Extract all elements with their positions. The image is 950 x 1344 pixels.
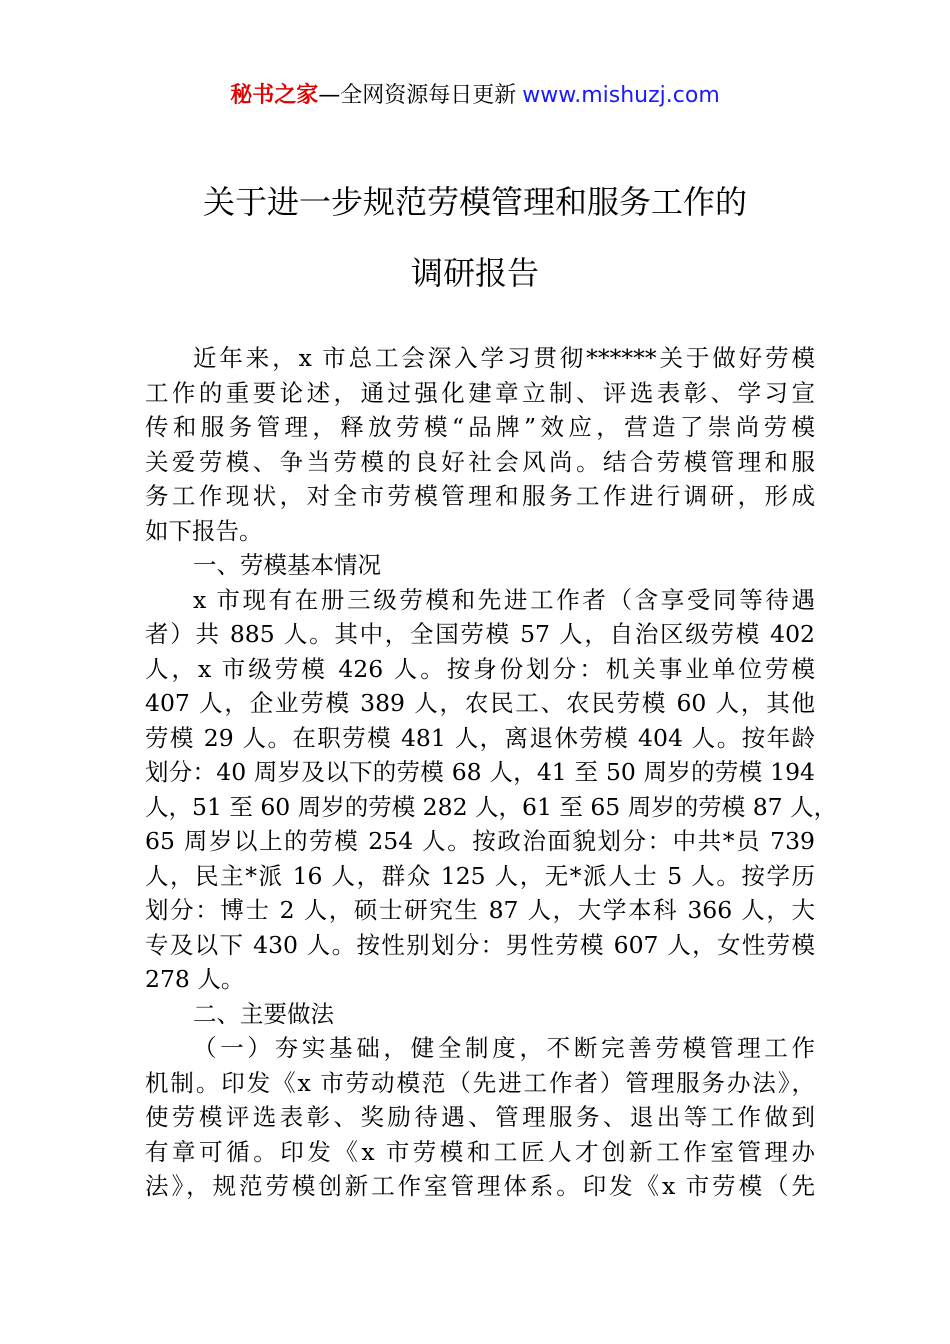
- body-line: 近年来，x 市总工会深入学习贯彻******关于做好劳模: [193, 344, 815, 372]
- site-url[interactable]: www.mishuzj.com: [522, 83, 720, 108]
- body-line: 者）共 885 人。其中，全国劳模 57 人，自治区级劳模 402: [145, 620, 815, 648]
- body-line: 关爱劳模、争当劳模的良好社会风尚。结合劳模管理和服: [145, 447, 815, 476]
- body-line: 划分：博士 2 人，硕士研究生 87 人，大学本科 366 人，大: [145, 896, 815, 924]
- body-line: 传和服务管理，释放劳模“品牌”效应，营造了崇尚劳模: [145, 413, 815, 441]
- subsection-heading: （一）夯实基础，健全制度，不断完善劳模管理工作: [193, 1034, 815, 1062]
- document-title-line-1: 关于进一步规范劳模管理和服务工作的: [202, 183, 747, 221]
- body-line: 专及以下 430 人。按性别划分：男性劳模 607 人，女性劳模: [145, 930, 815, 959]
- body-line: 使劳模评选表彰、奖励待遇、管理服务、退出等工作做到: [145, 1103, 815, 1131]
- body-line: 如下报告。: [145, 516, 263, 545]
- body-line: 278 人。: [145, 965, 245, 993]
- section-heading: 二、主要做法: [193, 999, 334, 1028]
- body-line: 劳模 29 人。在职劳模 481 人，离退休劳模 404 人。按年龄: [145, 723, 815, 752]
- body-line: 划分：40 周岁及以下的劳模 68 人，41 至 50 周岁的劳模 194: [145, 758, 815, 786]
- body-line: 有章可循。印发《x 市劳模和工匠人才创新工作室管理办: [145, 1137, 815, 1166]
- brand-name: 秘书之家: [230, 83, 319, 108]
- document-title-line-2: 调研报告: [410, 254, 539, 292]
- document-body: [145, 341, 838, 1204]
- body-line: 法》，规范劳模创新工作室管理体系。印发《x 市劳模（先: [145, 1172, 815, 1200]
- body-line: 65 周岁以上的劳模 254 人。按政治面貌划分：中共*员 739: [145, 827, 815, 855]
- body-line: 工作的重要论述，通过强化建章立制、评选表彰、学习宣: [145, 378, 815, 407]
- body-line: 务工作现状，对全市劳模管理和服务工作进行调研，形成: [145, 482, 815, 510]
- body-line: 人，51 至 60 周岁的劳模 282 人，61 至 65 周岁的劳模 87 人，: [145, 792, 838, 821]
- body-line: 人，x 市级劳模 426 人。按身份划分：机关事业单位劳模: [145, 654, 815, 683]
- header-tagline: —全网资源每日更新: [318, 83, 517, 108]
- body-line: 人，民主*派 16 人，群众 125 人，无*派人士 5 人。按学历: [145, 861, 815, 890]
- body-line: 机制。印发《x 市劳动模范（先进工作者）管理服务办法》，: [145, 1068, 815, 1097]
- site-header: [0, 80, 950, 112]
- body-line: x 市现有在册三级劳模和先进工作者（含享受同等待遇: [193, 585, 815, 614]
- body-line: 407 人，企业劳模 389 人，农民工、农民劳模 60 人，其他: [145, 689, 815, 717]
- section-heading: 一、劳模基本情况: [193, 551, 381, 579]
